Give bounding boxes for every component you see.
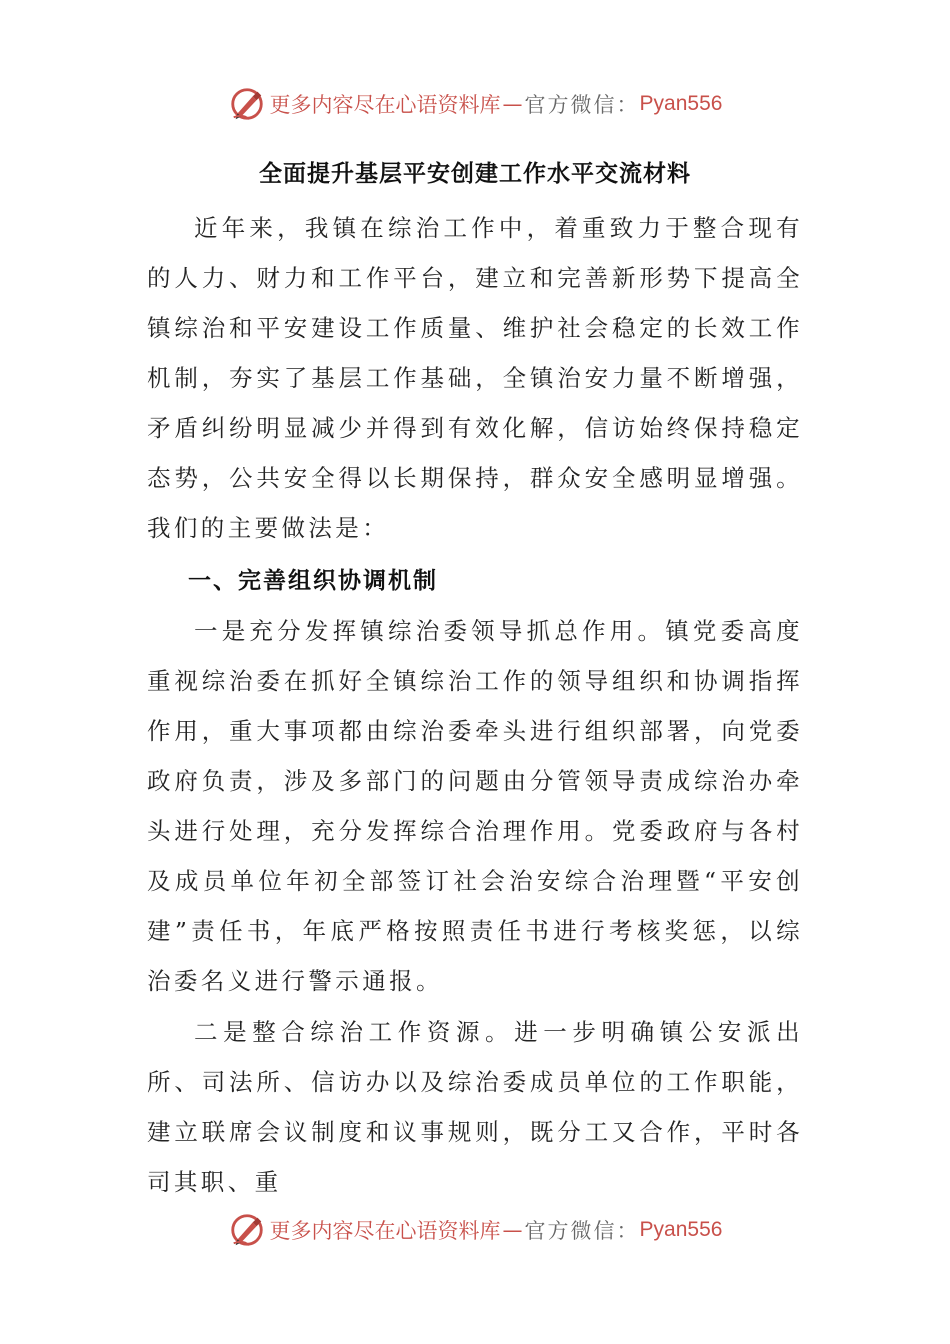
document-title: 全面提升基层平安创建工作水平交流材料	[259, 161, 691, 187]
footer-watermark	[0, 1210, 950, 1250]
paragraph-item-1: 一是充分发挥镇综治委领导抓总作用。镇党委高度重视综治委在抓好全镇综治工作的领导组织和协调指挥作用，重大事项都由综治委牵头进行组织部署，向党委政府负责，涉及多部门的问题由分管领导责成综治办牵头进行处理，充分发挥综合治理作用。党委政府与各村及成员单位年初全部签订社会治安综合治理暨“平安创建”责任书，年底严格按照责任书进行考核奖惩，以综治委名义进行警示通报。	[147, 617, 803, 995]
pen-logo-icon	[228, 1211, 266, 1249]
header-watermark	[0, 84, 950, 124]
watermark-brand: 更多内容尽在心语资料库	[269, 93, 501, 117]
pen-logo-icon	[228, 85, 266, 123]
section-heading: 一、完善组织协调机制	[188, 568, 438, 594]
watermark-wechat-label: 官方微信：	[524, 93, 640, 117]
watermark-dash: —	[502, 92, 523, 116]
watermark-brand: 更多内容尽在心语资料库	[269, 1219, 501, 1243]
watermark-wechat-id: Pyan556	[639, 92, 723, 115]
paragraph-intro: 近年来，我镇在综治工作中，着重致力于整合现有的人力、财力和工作平台，建立和完善新形势下提高全镇综治和平安建设工作质量、维护社会稳定的长效工作机制，夯实了基层工作基础，全镇治安力量不断增强，矛盾纠纷明显减少并得到有效化解，信访始终保持稳定态势，公共安全得以长期保持，群众安全感明显增强。我们的主要做法是：	[147, 214, 803, 542]
watermark-dash: —	[502, 1218, 523, 1242]
watermark-wechat-label: 官方微信：	[524, 1219, 640, 1243]
watermark-wechat-id: Pyan556	[639, 1218, 723, 1241]
paragraph-item-2: 二是整合综治工作资源。进一步明确镇公安派出所、司法所、信访办以及综治委成员单位的工作职能，建立联席会议制度和议事规则，既分工又合作，平时各司其职、重	[147, 1018, 803, 1196]
